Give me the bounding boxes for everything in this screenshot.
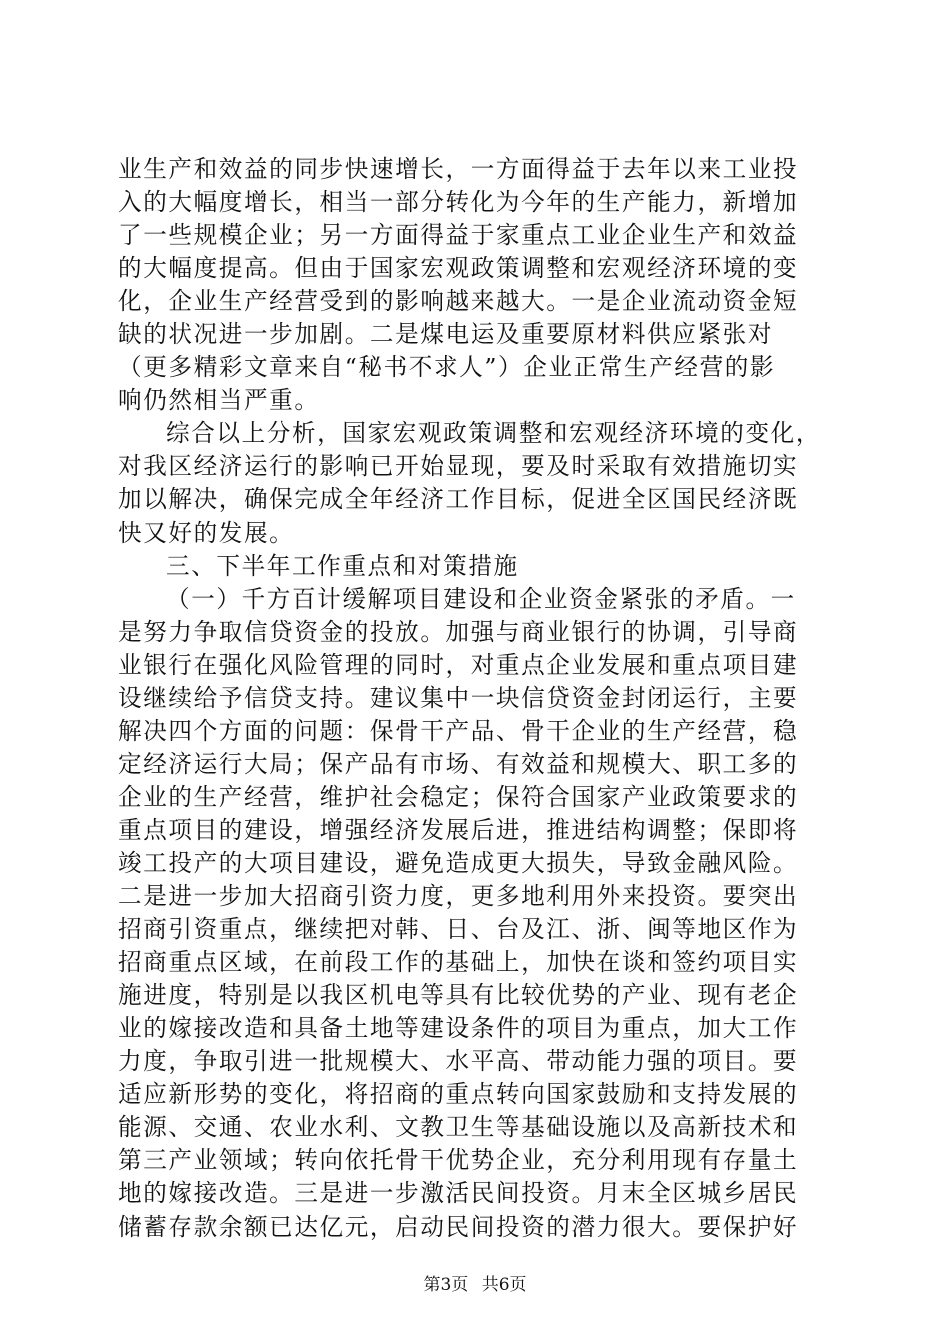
text-line: 定经济运行大局；保产品有市场、有效益和规模大、职工多的 — [118, 749, 799, 778]
text-line: 施进度，特别是以我区机电等具有比较优势的产业、现有老企 — [118, 981, 799, 1010]
text-line: 竣工投产的大项目建设，避免造成更大损失，导致金融风险。 — [118, 848, 799, 877]
text-line: 重点项目的建设，增强经济发展后进，推进结构调整；保即将 — [118, 815, 799, 844]
text-line: 的大幅度提高。但由于国家宏观政策调整和宏观经济环境的变 — [118, 254, 799, 283]
page-number: 第3页 — [423, 1275, 469, 1295]
text-line: 业银行在强化风险管理的同时，对重点企业发展和重点项目建 — [118, 650, 799, 679]
text-line: 储蓄存款余额已达亿元，启动民间投资的潜力很大。要保护好 — [118, 1212, 799, 1241]
text-line: （更多精彩文章来自“秘书不求人”）企业正常生产经营的影 — [118, 353, 776, 382]
page-total: 共6页 — [481, 1275, 527, 1295]
text-line: 入的大幅度增长，相当一部分转化为今年的生产能力，新增加 — [118, 188, 799, 217]
text-line: 招商重点区域，在前段工作的基础上，加快在谈和签约项目实 — [118, 948, 799, 977]
text-line: 加以解决，确保完成全年经济工作目标，促进全区国民经济既 — [118, 485, 799, 514]
text-line: 解决四个方面的问题：保骨干产品、骨干企业的生产经营，稳 — [118, 716, 799, 745]
text-line: 第三产业领域；转向依托骨干优势企业，充分利用现有存量土 — [118, 1146, 799, 1175]
text-line: 业生产和效益的同步快速增长，一方面得益于去年以来工业投 — [118, 155, 799, 183]
text-line: 响仍然相当严重。 — [118, 386, 320, 415]
text-line: 二是进一步加大招商引资力度，更多地利用外来投资。要突出 — [118, 882, 799, 911]
text-line: 能源、交通、农业水利、文教卫生等基础设施以及高新技术和 — [118, 1113, 799, 1142]
text-line: 设继续给予信贷支持。建议集中一块信贷资金封闭运行，主要 — [118, 683, 799, 712]
text-line: 对我区经济运行的影响已开始显现，要及时采取有效措施切实 — [118, 452, 799, 481]
page-footer — [0, 1270, 950, 1295]
text-line: 快又好的发展。 — [118, 518, 295, 547]
text-line: 综合以上分析，国家宏观政策调整和宏观经济环境的变化， — [166, 419, 822, 448]
text-line: 地的嫁接改造。三是进一步激活民间投资。月末全区城乡居民 — [118, 1179, 799, 1208]
body-text — [118, 153, 838, 1244]
text-line: 招商引资重点，继续把对韩、日、台及江、浙、闽等地区作为 — [118, 915, 799, 944]
text-line: 是努力争取信贷资金的投放。加强与商业银行的协调，引导商 — [118, 617, 799, 646]
text-line: 了一些规模企业；另一方面得益于家重点工业企业生产和效益 — [118, 221, 799, 250]
text-line: 业的嫁接改造和具备土地等建设条件的项目为重点，加大工作 — [118, 1014, 799, 1043]
section-heading: 三、下半年工作重点和对策措施 — [166, 551, 519, 580]
text-line: 力度，争取引进一批规模大、水平高、带动能力强的项目。要 — [118, 1047, 799, 1076]
text-line: 适应新形势的变化，将招商的重点转向国家鼓励和支持发展的 — [118, 1080, 799, 1109]
text-line: 缺的状况进一步加剧。二是煤电运及重要原材料供应紧张对 — [118, 320, 774, 349]
text-line: （一）千方百计缓解项目建设和企业资金紧张的矛盾。一 — [166, 584, 796, 613]
text-line: 企业的生产经营，维护社会稳定；保符合国家产业政策要求的 — [118, 782, 799, 811]
text-line: 化，企业生产经营受到的影响越来越大。一是企业流动资金短 — [118, 287, 799, 316]
